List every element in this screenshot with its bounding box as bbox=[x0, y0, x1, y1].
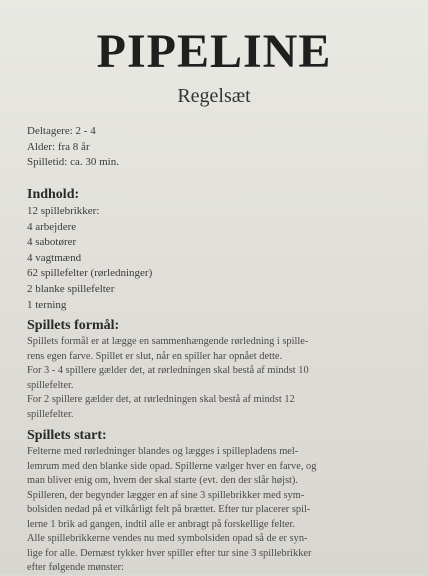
text-line: For 3 - 4 spillere gælder det, at rørledningen skal bestå af mindst 10 bbox=[27, 365, 309, 376]
start-section bbox=[27, 428, 410, 576]
page-subtitle: Regelsæt bbox=[177, 85, 251, 107]
start-heading: Spillets start: bbox=[27, 428, 107, 443]
text-line: man bliver enig om, hvem der skal starte (evt. den der slår højst). bbox=[27, 475, 298, 486]
list-item: 2 blanke spillefelter bbox=[27, 282, 115, 295]
list-item: 4 vagtmænd bbox=[27, 251, 82, 264]
text-line: rens egen farve. Spillet er slut, når en spiller har opnået dette. bbox=[27, 350, 283, 362]
purpose-section bbox=[27, 318, 410, 422]
text-line: lemrum med den blanke side opad. Spillerne vælger hver en farve, og bbox=[27, 460, 317, 472]
text-line: Spilleren, der begynder lægger en af sine 3 spillebrikker med sym- bbox=[27, 489, 305, 501]
game-info bbox=[27, 124, 410, 171]
list-item: 62 spillefelter (rørledninger) bbox=[27, 267, 153, 280]
text-line: spillefelter. bbox=[27, 379, 74, 391]
purpose-text bbox=[27, 335, 410, 422]
list-item: 4 arbejdere bbox=[27, 220, 77, 233]
list-item: 4 sabotører bbox=[27, 236, 77, 249]
list-item: 1 terning bbox=[27, 298, 67, 311]
contents-section bbox=[27, 187, 410, 313]
text-line: Spillets formål er at lægge en sammenhængende rørledning i spille- bbox=[27, 336, 309, 347]
text-line: lerne 1 brik ad gangen, indtil alle er anbragt på forskellige felter. bbox=[27, 518, 296, 530]
page-title: PIPELINE bbox=[96, 25, 332, 78]
info-duration: Spilletid: ca. 30 min. bbox=[27, 156, 119, 169]
text-line: spillefelter. bbox=[27, 408, 74, 420]
purpose-heading: Spillets formål: bbox=[27, 318, 120, 333]
text-line: For 2 spillere gælder det, at rørledningen skal bestå af mindst 12 bbox=[27, 394, 295, 405]
text-line: Felterne med rørledninger blandes og lægges i spillepladens mel- bbox=[27, 446, 299, 457]
start-text bbox=[27, 445, 410, 576]
text-line: lige for alle. Dernæst tykker hver spiller efter tur sine 3 spillebrikker bbox=[27, 547, 312, 559]
contents-heading: Indhold: bbox=[27, 187, 80, 202]
info-age: Alder: fra 8 år bbox=[27, 140, 90, 153]
info-players: Deltagere: 2 - 4 bbox=[27, 125, 96, 137]
text-line: Alle spillebrikkerne vendes nu med symbolsiden opad så de er syn- bbox=[27, 533, 308, 544]
text-line: bolsiden nedad på et vilkårligt felt på brættet. Efter tur placerer spil- bbox=[27, 504, 311, 515]
text-line: efter følgende mønster: bbox=[27, 562, 124, 573]
list-item: 12 spillebrikker: bbox=[27, 205, 100, 217]
